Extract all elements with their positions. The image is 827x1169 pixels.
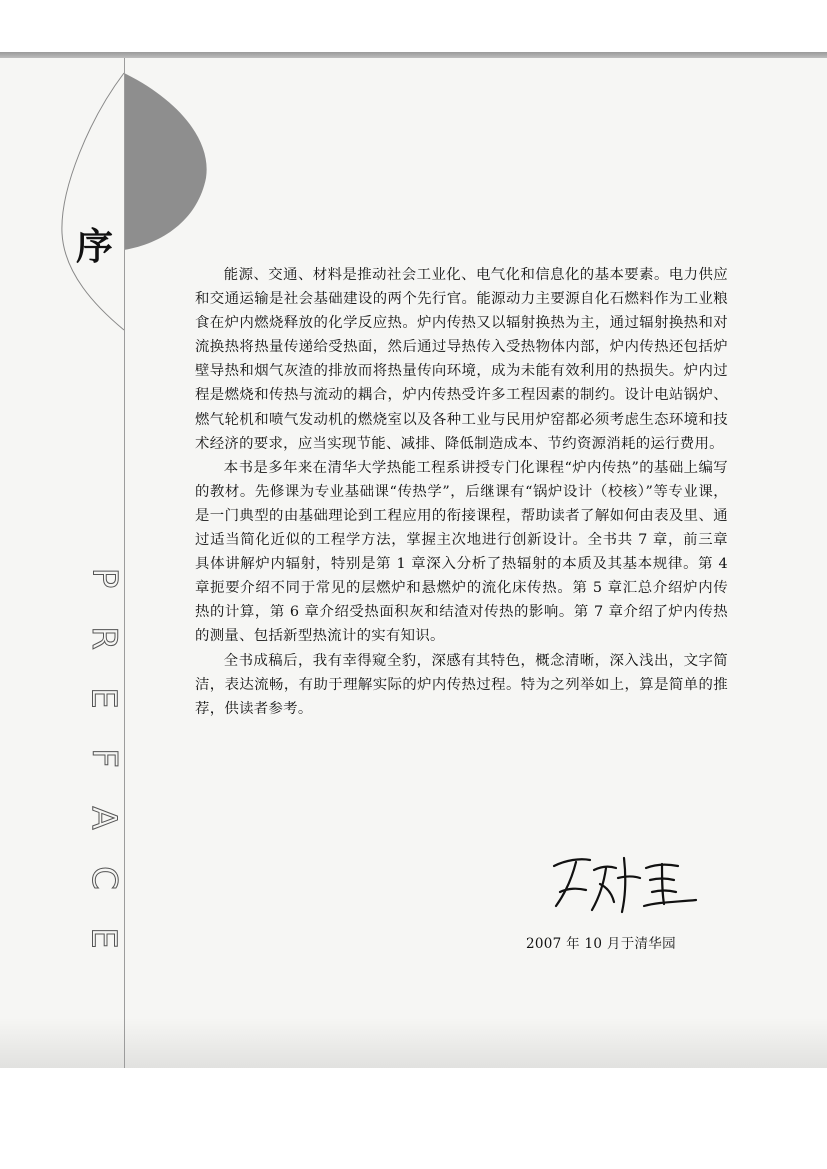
preface-letter-r: R [84, 626, 124, 650]
preface-letter-p: P [83, 567, 124, 589]
chapter-title: 序 [76, 225, 113, 268]
paragraph-2: 本书是多年来在清华大学热能工程系讲授专门化课程“炉内传热”的基础上编写的教材。先修课为专业基础课“传热学”，后继课有“锅炉设计（校核）”等专业课，是一门典型的由基础理论到工程应用的衔接课程，帮助读者了解如何由表及里、通过适当简化近似的工程学方法，掌握主次地进行创新设计。全书共 7 章，前三章具体讲解炉内辐射，特别是第 1 章深入分析了热辐射的本质及其基本规律。第 4 章扼要介绍不同于常见的层燃炉和悬燃炉的流化床传热。第 5 章汇总介绍炉内传热的计算，第 6 章介绍受热面积灰和结渣对传热的影响。第 7 章介绍了炉内传热的测量、包括新型热流计的实有知识。 [195, 459, 728, 645]
preface-letter-e2: E [83, 927, 124, 949]
document-page [0, 58, 827, 1068]
paragraph-3: 全书成稿后，我有幸得窥全豹，深感有其特色，概念清晰，深入浅出，文字简洁，表达流畅，有助于理解实际的炉内传热过程。特为之列举如上，算是简单的推荐，供读者参考。 [195, 652, 728, 717]
preface-letter-e1: E [83, 687, 124, 709]
signature-date: 2007 年 10 月于清华园 [526, 936, 676, 952]
preface-letter-f: F [84, 748, 124, 768]
paragraph-1: 能源、交通、材料是推动社会工业化、电气化和信息化的基本要素。电力供应和交通运输是社会基础建设的两个先行官。能源动力主要源自化石燃料作为工业粮食在炉内燃烧释放的化学反应热。炉内传热又以辐射换热为主，通过辐射换热和对流换热将热量传递给受热面，然后通过导热传入受热物体内部，炉内传热还包括炉壁导热和烟气灰渣的排放而将热量传向环境，成为未能有效利用的热损失。炉内过程是燃烧和传热与流动的耦合，炉内传热受许多工程因素的制约。设计电站锅炉、燃气轮机和喷气发动机的燃烧室以及各种工业与民用炉窑都必须考虑生态环境和技术经济的要求，应当实现节能、减排、降低制造成本、节约资源消耗的运行费用。 [195, 267, 728, 452]
margin-rule [124, 58, 125, 1068]
preface-letter-a: A [83, 806, 124, 830]
preface-vertical-label [84, 548, 124, 968]
preface-body [195, 263, 728, 721]
handwritten-signature-icon [546, 848, 706, 918]
preface-letter-c: C [84, 866, 124, 890]
